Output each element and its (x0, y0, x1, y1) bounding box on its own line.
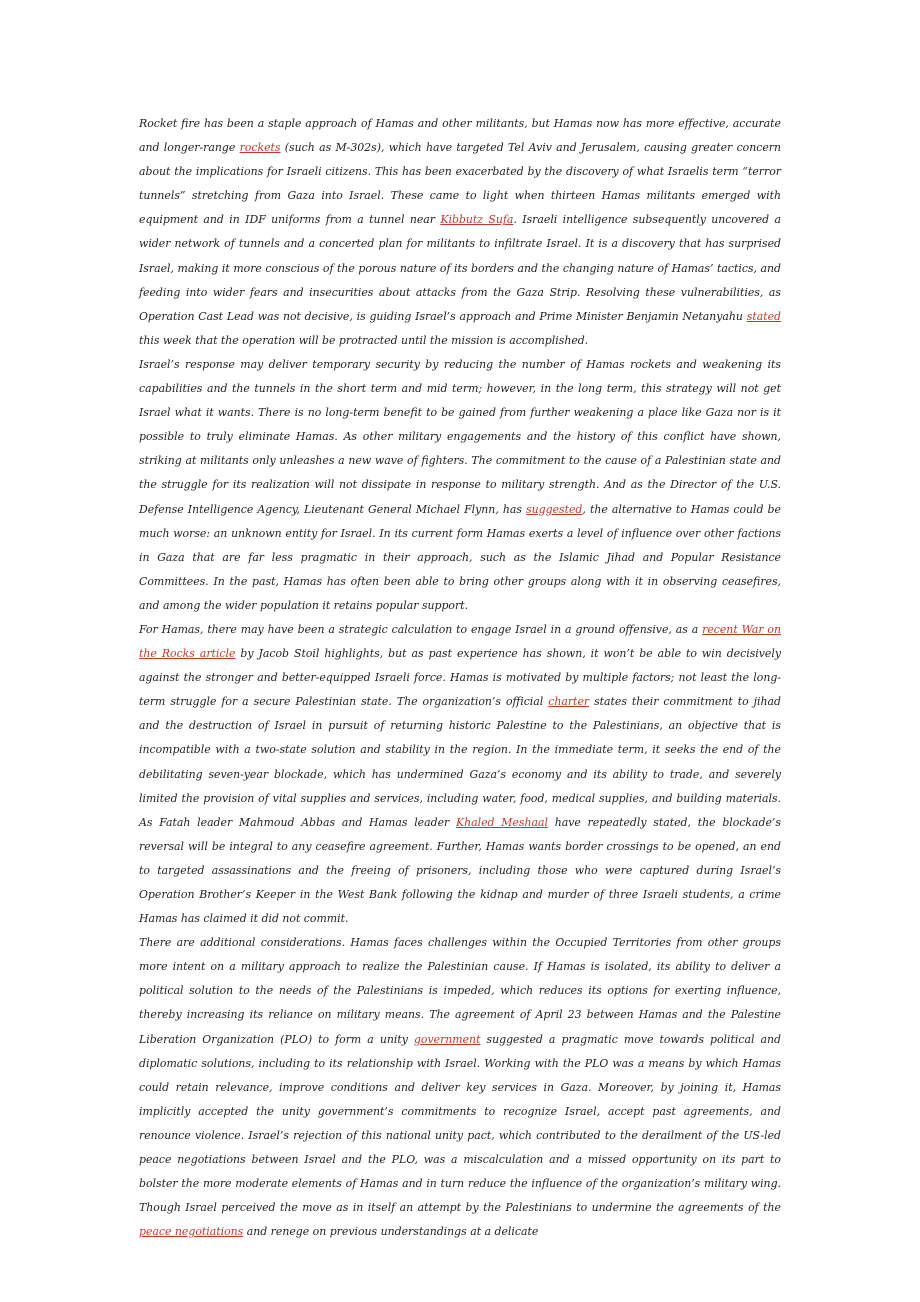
text-run: . Israeli intelligence subsequently uncovered a wider network of tunnels and a concerted plan for militants to infiltrate Israel. It is a discovery that has surprised Israel, making it more conscious of the porous nature of its borders and the changing nature of Hamas’ tactics, and feeding into wider fears and insecurities about attacks from the Gaza Strip. Resolving these vulnerabilities, as Operation Cast Lead was not decisive, is guiding Israel’s approach and Prime Minister Benjamin Netanyahu (139, 213, 781, 323)
text-run: , the alternative to Hamas could be much worse: an unknown entity for Israel. In its current form Hamas exerts a level of influence over other factions in Gaza that are far less pragmatic in their approach, such as the Islamic Jihad and Popular Resistance Committees. In the past, Hamas has often been able to bring other groups along with it in observing ceasefires, and among the wider population it retains popular support. (139, 502, 781, 612)
inline-link-charter[interactable]: charter (548, 695, 590, 709)
text-run: and renege on previous understandings at a delicate (243, 1225, 539, 1239)
text-run: by Jacob Stoil highlights, but as past experience has shown, it won’t be able to win decisively against the stronger and better-equipped Israeli force. Hamas is motivated by multiple factors; not least the long-term struggle for a secure Palestinian state. The organization’s official (139, 647, 782, 709)
inline-link-rockets[interactable]: rockets (239, 141, 281, 155)
inline-link-peace-negotiations[interactable]: peace negotiations (139, 1225, 244, 1239)
paragraph-additional-considerations (139, 931, 781, 1244)
text-run: For Hamas, there may have been a strategic calculation to engage Israel in a ground offensive, as a (139, 622, 703, 636)
text-run: (such as M-302s), which have targeted Tel Aviv and Jerusalem, causing greater concern about the implications for Israeli citizens. This has been exacerbated by the discovery of what Israelis term “terror tunnels” stretching from Gaza into Israel. These came to light when thirteen Hamas militants emerged with equipment and in IDF uniforms from a tunnel near (139, 141, 781, 227)
text-run: states their commitment to jihad and the destruction of Israel in pursuit of returning historic Palestine to the Palestinians, an objective that is incompatible with a two-state solution and stability in the region. In the immediate term, it seeks the end of the debilitating seven-year blockade, which has undermined Gaza’s economy and its ability to trade, and severely limited the provision of vital supplies and services, including water, food, medical supplies, and building materials. As Fatah leader Mahmoud Abbas and Hamas leader (139, 695, 781, 829)
inline-link-recent-war-on-the-rocks-article[interactable]: recent War on the Rocks article (139, 622, 781, 661)
inline-link-government[interactable]: government (413, 1032, 481, 1046)
inline-link-kibbutz-sufa[interactable]: Kibbutz Sufa (440, 213, 514, 227)
text-run: There are additional considerations. Hamas faces challenges within the Occupied Territories from other groups more intent on a military approach to realize the Palestinian cause. If Hamas is isolated, its ability to deliver a political solution to the needs of the Palestinians is impeded, which reduces its options for exerting influence, thereby increasing its reliance on military means. The agreement of April 23 between Hamas and the Palestine Liberation Organization (PLO) to form a unity (139, 936, 781, 1046)
paragraph-israel-response (139, 353, 781, 618)
article-body (139, 112, 781, 1244)
text-run: this week that the operation will be protracted until the mission is accomplished. (139, 333, 589, 347)
paragraph-rocket-fire (139, 112, 781, 353)
inline-link-stated[interactable]: stated (746, 309, 781, 323)
inline-link-khaled-meshaal[interactable]: Khaled Meshaal (455, 815, 548, 829)
text-run: Israel’s response may deliver temporary security by reducing the number of Hamas rockets and weakening its capabilities and the tunnels in the short term and mid term; however, in the long term, this strategy will not get Israel what it wants. There is no long-term benefit to be gained from further weakening a place like Gaza nor is it possible to truly eliminate Hamas. As other military engagements and the history of this conflict have shown, striking at militants only unleashes a new wave of fighters. The commitment to the cause of a Palestinian state and the struggle for its realization will not dissipate in response to military strength. And as the Director of the U.S. Defense Intelligence Agency, Lieutenant General Michael Flynn, has (139, 357, 781, 516)
text-run: suggested a pragmatic move towards political and diplomatic solutions, including to its relationship with Israel. Working with the PLO was a means by which Hamas could retain relevance, improve conditions and deliver key services in Gaza. Moreover, by joining it, Hamas implicitly accepted the unity government’s commitments to recognize Israel, accept past agreements, and renounce violence. Israel’s rejection of this national unity pact, which contributed to the derailment of the US-led peace negotiations between Israel and the PLO, was a miscalculation and a missed opportunity on its part to bolster the more moderate elements of Hamas and in turn reduce the influence of the organization’s military wing. Though Israel perceived the move as in itself an attempt by the Palestinians to undermine the agreements of the (139, 1032, 781, 1215)
text-run: Rocket fire has been a staple approach of Hamas and other militants, but Hamas now has more effective, accurate and longer-range (139, 117, 781, 155)
inline-link-suggested[interactable]: suggested (526, 502, 583, 516)
text-run: have repeatedly stated, the blockade’s reversal will be integral to any ceasefire agreement. Further, Hamas wants border crossings to be opened, an end to targeted assassinations and the freeing of prisoners, including those who were captured during Israel’s Operation Brother’s Keeper in the West Bank following the kidnap and murder of three Israeli students, a crime Hamas has claimed it did not commit. (139, 815, 781, 926)
paragraph-hamas-strategy (139, 618, 781, 931)
